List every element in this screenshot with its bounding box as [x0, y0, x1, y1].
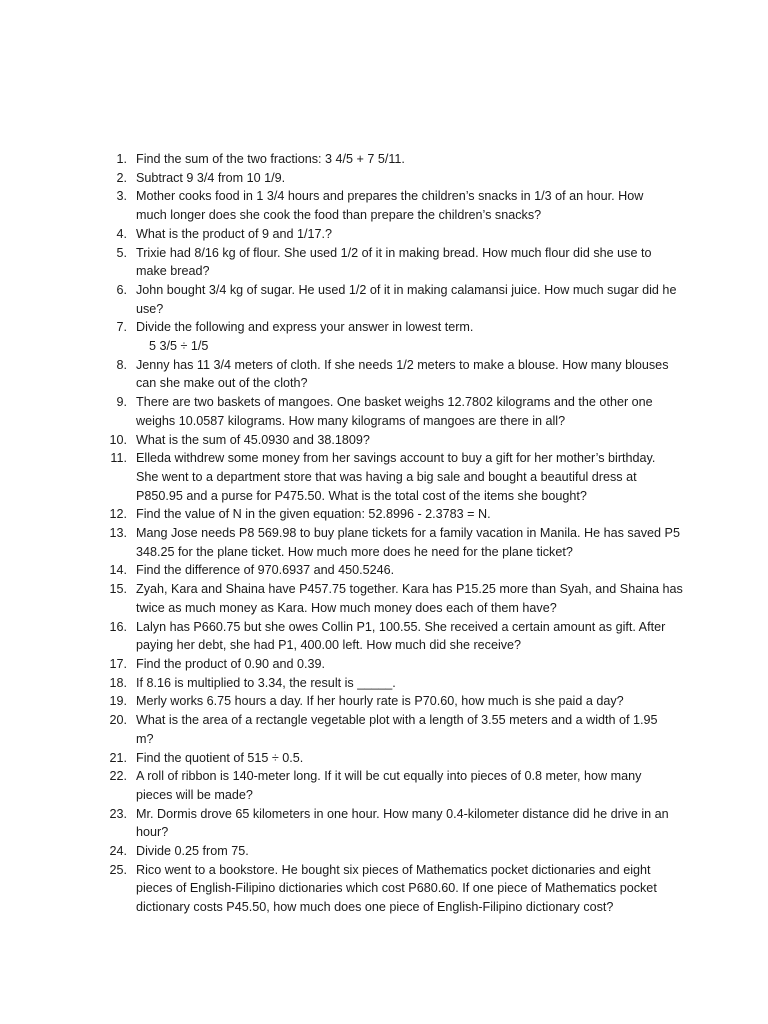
question-number: 16. — [109, 619, 127, 634]
question-item — [103, 150, 683, 169]
question-number: 18. — [109, 675, 127, 690]
question-item — [103, 749, 683, 768]
question-text-line: Subtract 9 3/4 from 10 1/9. — [136, 170, 286, 185]
question-text-line: use? — [136, 301, 164, 316]
question-text-line: If 8.16 is multiplied to 3.34, the result is _____. — [136, 675, 396, 690]
question-text-line: Mr. Dormis drove 65 kilometers in one hour. How many 0.4-kilometer distance did he drive in an — [136, 806, 669, 821]
question-number: 14. — [109, 563, 127, 578]
question-list — [103, 150, 683, 917]
question-text-line: John bought 3/4 kg of sugar. He used 1/2 of it in making calamansi juice. How much sugar did he — [136, 282, 677, 297]
question-number: 25. — [109, 862, 127, 877]
question-text-line: What is the area of a rectangle vegetable plot with a length of 3.55 meters and a width of 1.95 — [136, 713, 658, 728]
question-item — [103, 692, 683, 711]
question-number: 1. — [116, 152, 127, 166]
question-number: 21. — [109, 750, 127, 765]
question-item — [103, 356, 683, 393]
question-number: 15. — [109, 582, 127, 597]
question-text-line: Merly works 6.75 hours a day. If her hourly rate is P70.60, how much is she paid a day? — [136, 694, 624, 709]
question-text-line: hour? — [136, 825, 169, 840]
question-item — [103, 281, 683, 318]
question-item — [103, 225, 683, 244]
question-item — [103, 393, 683, 430]
question-text-line: 348.25 for the plane ticket. How much more does he need for the plane ticket? — [136, 544, 573, 559]
question-text-line: Divide 0.25 from 75. — [136, 844, 249, 859]
question-item — [103, 618, 683, 655]
question-text-line: Find the value of N in the given equation: 52.8996 - 2.3783 = N. — [136, 507, 491, 522]
question-text-line: Find the quotient of 515 ÷ 0.5. — [136, 750, 304, 765]
question-number: 12. — [109, 507, 127, 522]
question-text-line: Jenny has 11 3/4 meters of cloth. If she needs 1/2 meters to make a blouse. How many blouses — [136, 357, 669, 372]
question-item — [103, 187, 683, 224]
question-text-line: Find the sum of the two fractions: 3 4/5 + 7 5/11. — [136, 152, 405, 166]
question-text-line: pieces of English-Filipino dictionaries which cost P680.60. If one piece of Mathematics pocket — [136, 881, 657, 896]
question-item — [103, 655, 683, 674]
question-text-line: Elleda withdrew some money from her savings account to buy a gift for her mother’s birthday. — [136, 451, 656, 466]
question-text-line: Lalyn has P660.75 but she owes Collin P1, 100.55. She received a certain amount as gift. After — [136, 619, 666, 634]
question-number: 23. — [109, 806, 127, 821]
question-number: 11. — [110, 451, 127, 466]
question-text-line: weighs 10.0587 kilograms. How many kilograms of mangoes are there in all? — [136, 413, 566, 428]
question-item — [103, 524, 683, 561]
question-item — [103, 711, 683, 748]
question-number: 22. — [109, 769, 127, 784]
question-number: 24. — [109, 844, 127, 859]
question-text-line: paying her debt, she had P1, 400.00 left. How much did she receive? — [136, 638, 522, 653]
question-text-line: She went to a department store that was having a big sale and bought a beautiful dress at — [136, 469, 637, 484]
question-text-line: What is the sum of 45.0930 and 38.1809? — [136, 432, 370, 447]
question-item — [103, 767, 683, 804]
question-number: 10. — [109, 432, 127, 447]
question-number: 7. — [116, 320, 127, 335]
question-expression: 5 3/5 ÷ 1/5 — [149, 339, 209, 354]
question-number: 2. — [116, 170, 127, 185]
question-number: 9. — [116, 395, 127, 410]
question-text-line: Find the product of 0.90 and 0.39. — [136, 656, 326, 671]
question-text-line: Trixie had 8/16 kg of flour. She used 1/2 of it in making bread. How much flour did she use to — [136, 245, 652, 260]
question-number: 19. — [109, 694, 127, 709]
question-number: 8. — [116, 357, 127, 372]
question-text-line: Zyah, Kara and Shaina have P457.75 together. Kara has P15.25 more than Syah, and Shaina has — [136, 582, 683, 597]
question-item — [103, 842, 683, 861]
question-item — [103, 431, 683, 450]
question-item — [103, 169, 683, 188]
question-item — [103, 449, 683, 505]
question-text-line: What is the product of 9 and 1/17.? — [136, 226, 333, 241]
question-item — [103, 805, 683, 842]
question-text-line: pieces will be made? — [136, 787, 253, 802]
question-item — [103, 580, 683, 617]
question-item — [103, 244, 683, 281]
question-text-line: make bread? — [136, 264, 210, 279]
question-text-line: can she make out of the cloth? — [136, 376, 308, 391]
question-number: 3. — [116, 189, 127, 204]
question-text-line: There are two baskets of mangoes. One basket weighs 12.7802 kilograms and the other one — [136, 395, 653, 410]
question-text-line: much longer does she cook the food than prepare the children’s snacks? — [136, 208, 542, 223]
question-text-line: m? — [136, 731, 154, 746]
question-text-line: Find the difference of 970.6937 and 450.5246. — [136, 563, 395, 578]
question-number: 17. — [109, 656, 127, 671]
question-text-line: Rico went to a bookstore. He bought six pieces of Mathematics pocket dictionaries and eight — [136, 862, 651, 877]
question-item — [103, 318, 683, 355]
question-number: 20. — [109, 713, 127, 728]
question-number: 4. — [116, 226, 127, 241]
question-text-line: A roll of ribbon is 140-meter long. If it will be cut equally into pieces of 0.8 meter, how many — [136, 769, 642, 784]
question-item — [103, 861, 683, 917]
question-number: 5. — [116, 245, 127, 260]
question-item — [103, 561, 683, 580]
question-number: 13. — [109, 526, 127, 541]
question-text-line: Mang Jose needs P8 569.98 to buy plane tickets for a family vacation in Manila. He has saved P5 — [136, 526, 680, 541]
question-text-line: P850.95 and a purse for P475.50. What is the total cost of the items she bought? — [136, 488, 587, 503]
question-text-line: twice as much money as Kara. How much money does each of them have? — [136, 600, 557, 615]
question-text-line: Mother cooks food in 1 3/4 hours and prepares the children’s snacks in 1/3 of an hour. How — [136, 189, 644, 204]
question-number: 6. — [116, 282, 127, 297]
question-text-line: Divide the following and express your answer in lowest term. — [136, 320, 474, 335]
question-text-line: dictionary costs P45.50, how much does one piece of English-Filipino dictionary cost? — [136, 900, 614, 915]
question-item — [103, 505, 683, 524]
question-item — [103, 674, 683, 693]
